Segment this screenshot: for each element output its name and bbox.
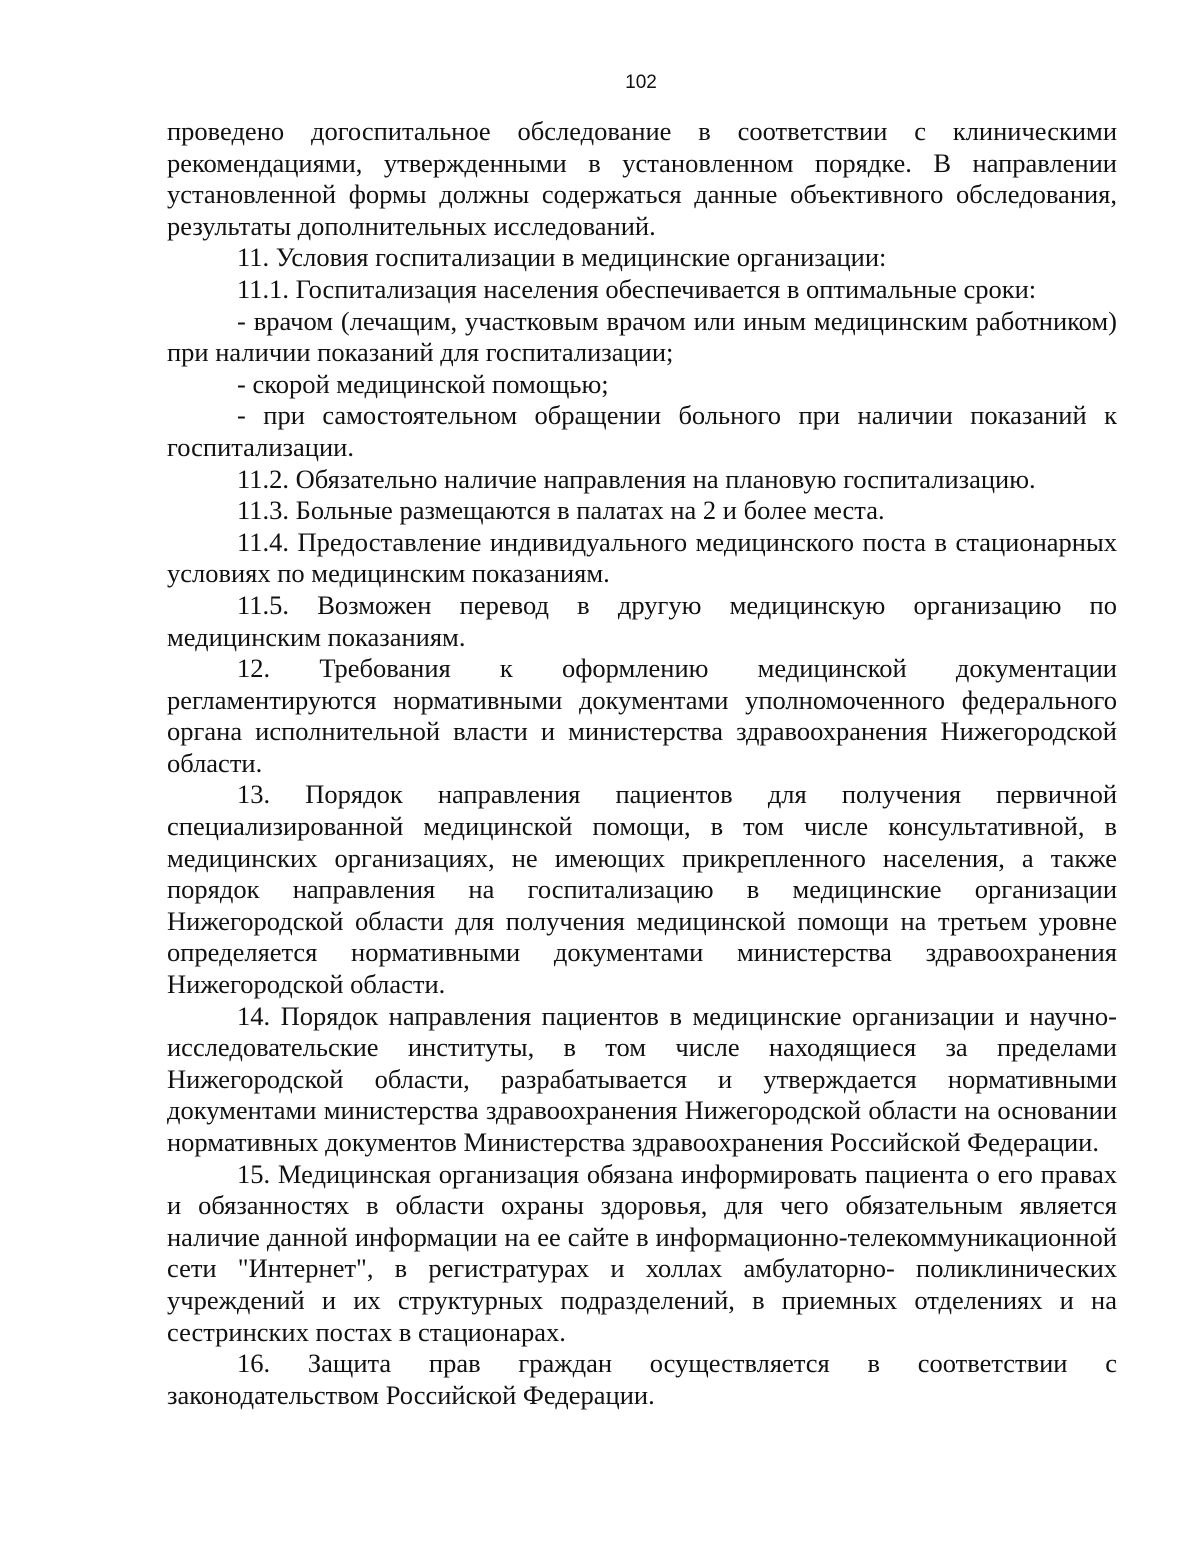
document-body [167, 116, 1117, 1411]
paragraph-13: 13. Порядок направления пациентов для получения первичной специализированной медицинской помощи, в том числе консультативной, в медицинских организациях, не имеющих прикрепленного населения, а также порядок направления на госпитализацию в медицинские организации Нижегородской области для получения медицинской помощи на третьем уровне определяется нормативными документами министерства здравоохранения Нижегородской области. [167, 779, 1117, 1000]
paragraph-11-2: 11.2. Обязательно наличие направления на плановую госпитализацию. [237, 463, 1036, 494]
paragraph-11-4: 11.4. Предоставление индивидуального медицинского поста в стационарных условиях по медицинским показаниям. [167, 526, 1117, 589]
list-item-ambulance: - скорой медицинской помощью; [237, 368, 609, 399]
paragraph-11-5: 11.5. Возможен перевод в другую медицинскую организацию по медицинским показаниям. [167, 589, 1117, 652]
paragraph-11-3: 11.3. Больные размещаются в палатах на 2 и более места. [237, 495, 885, 526]
paragraph-16: 16. Защита прав граждан осуществляется в соответствии с законодательством Российской Федерации. [167, 1348, 1117, 1410]
page-number: 102 [625, 72, 657, 93]
paragraph-continuation: проведено догоспитальное обследование в соответствии с клиническими рекомендациями, утвержденными в установленном порядке. В направлении установленной формы должны содержаться данные объективного обследования, результаты дополнительных исследований. [167, 116, 1117, 241]
list-item-doctor: - врачом (лечащим, участковым врачом или иным медицинским работником) при наличии показаний для госпитализации; [167, 305, 1117, 368]
paragraph-12: 12. Требования к оформлению медицинской документации регламентируются нормативными документами уполномоченного федерального органа исполнительной власти и министерства здравоохранения Нижегородской области. [167, 653, 1117, 778]
paragraph-11: 11. Условия госпитализации в медицинские организации: [237, 242, 887, 273]
paragraph-11-1: 11.1. Госпитализация населения обеспечивается в оптимальные сроки: [237, 273, 1037, 304]
list-item-self-referral: - при самостоятельном обращении больного при наличии показаний к госпитализации. [167, 400, 1117, 462]
paragraph-15: 15. Медицинская организация обязана информировать пациента о его правах и обязанностях в области охраны здоровья, для чего обязательным является наличие данной информации на ее сайте в информационно-телекоммуникационной сети "Интернет", в регистратурах и холлах амбулаторно- поликлинических учреждений и их структурных подразделений, в приемных отделениях и на сестринских постах в стационарах. [167, 1158, 1117, 1347]
paragraph-14: 14. Порядок направления пациентов в медицинские организации и научно-исследовательские институты, в том числе находящиеся за пределами Нижегородской области, разрабатывается и утверждается нормативными документами министерства здравоохранения Нижегородской области на основании нормативных документов Министерства здравоохранения Российской Федерации. [167, 1000, 1117, 1157]
